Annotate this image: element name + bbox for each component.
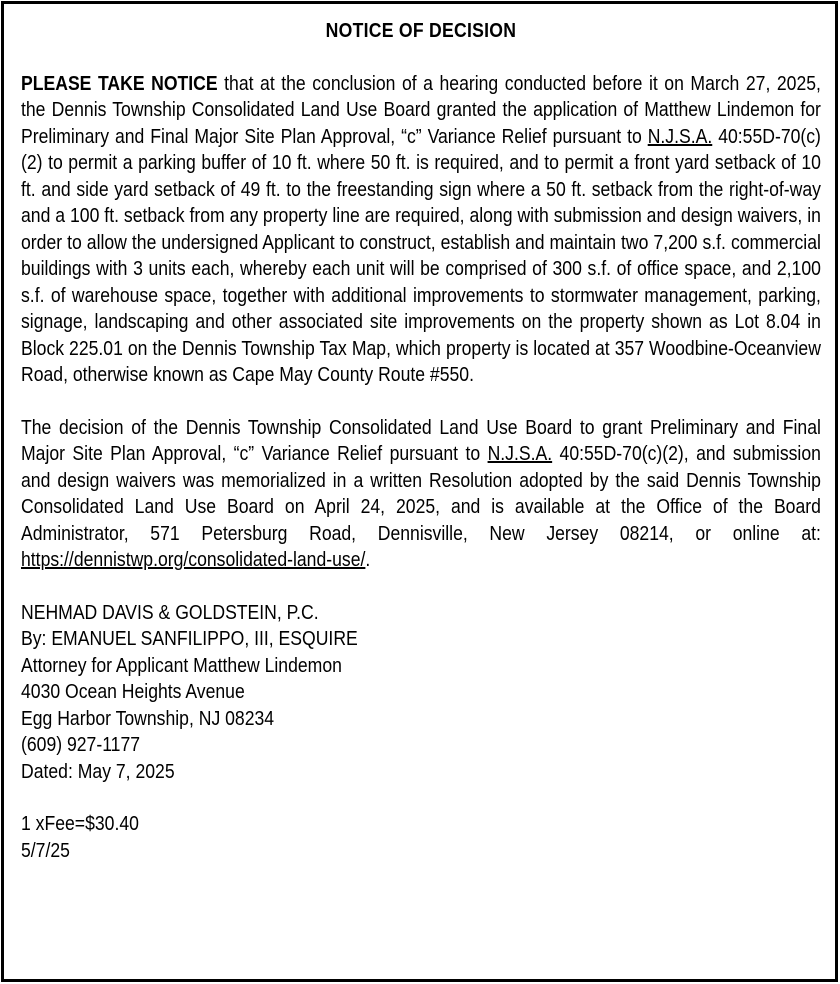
notice-date: Dated: May 7, 2025 [21,760,175,783]
attorney-name: By: EMANUEL SANFILIPPO, III, ESQUIRE [21,628,358,650]
statute-reference-2: N.J.S.A. [487,443,553,465]
memorialization-text-part1: The decision of the Dennis Township Consolidated Land Use Board to grant Preliminary and Final Major Site Plan Approval, “c” Variance Relief pursuant to [21,416,821,465]
decision-text-part1: that at the conclusion of a hearing conducted before it on March 27, 2025, the Dennis Township Consolidated Land Use Board granted the application of Matthew Lindemon for Preliminary and Final Major Site Plan Approval, “c” Variance Relief pursuant to [21,72,821,148]
fee-line: 1 xFee=$30.40 [21,813,139,835]
firm-street-address: 4030 Ocean Heights Avenue [21,681,245,703]
decision-paragraph [21,71,821,389]
memorialization-text-part2: 40:55D-70(c)(2), and submission and design waivers was memorialized in a written Resolution adopted by the said Dennis Township Consolidated Land Use Board on April 24, 2025, and is available at the Office of the Board Administrator, 571 Petersburg Road, Dennisville, New Jersey 08214, or online at: [21,443,821,545]
memorialization-paragraph [21,415,821,574]
memorialization-end: . [365,549,371,571]
fee-date: 5/7/25 [21,839,70,862]
decision-text-part2: 40:55D-70(c)(2) to permit a parking buffer of 10 ft. where 50 ft. is required, and to permit a front yard setback of 10 ft. and side yard setback of 49 ft. to the freestanding sign where a 50 ft. setback from the right-of-way and a 100 ft. setback from any property line are required, along with submission and design waivers, in order to allow the undersigned Applicant to construct, establish and maintain two 7,200 s.f. commercial buildings with 3 units each, whereby each unit will be comprised of 300 s.f. of office space, and 2,100 s.f. of warehouse space, together with additional improvements to stormwater management, parking, signage, landscaping and other associated site improvements on the property shown as Lot 8.04 in Block 225.01 on the Dennis Township Tax Map, which property is located at 357 Woodbine-Oceanview Road, otherwise known as Cape May County Route #550. [21,125,821,386]
firm-phone: (609) 927-1177 [21,734,141,756]
notice-lead: PLEASE TAKE NOTICE [21,72,218,95]
law-firm-name: NEHMAD DAVIS & GOLDSTEIN, P.C. [21,601,319,624]
notice-frame [1,1,838,982]
fee-block [21,811,821,864]
firm-city-state-zip: Egg Harbor Township, NJ 08234 [21,707,275,730]
resolution-link[interactable]: https://dennistwp.org/consolidated-land-use/ [21,549,366,571]
signature-block [21,600,821,786]
notice-title: NOTICE OF DECISION [325,20,517,42]
statute-reference: N.J.S.A. [647,125,713,148]
attorney-role: Attorney for Applicant Matthew Lindemon [21,654,342,677]
notice-body [21,18,821,864]
